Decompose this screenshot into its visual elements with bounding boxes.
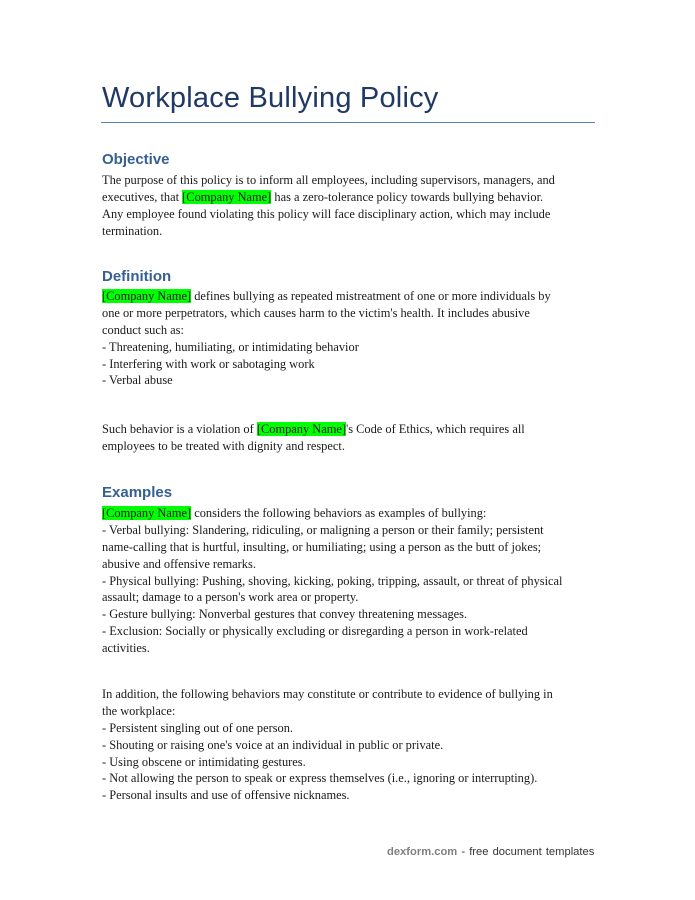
- footer-tagline: - free document templates: [457, 846, 595, 858]
- objective-line-4: termination.: [102, 223, 163, 238]
- definition-line-1: [102, 288, 597, 305]
- ethics-line-2: employees to be treated with dignity and respect.: [102, 438, 345, 453]
- list-item: - Verbal abuse: [102, 373, 173, 388]
- list-item: abusive and offensive remarks.: [102, 556, 256, 571]
- objective-paragraph: [102, 172, 597, 240]
- objective-heading: Objective: [102, 151, 170, 168]
- company-name-placeholder: [Company Name]: [256, 422, 346, 436]
- list-item: - Gesture bullying: Nonverbal gestures that convey threatening messages.: [102, 607, 468, 622]
- list-item: assault; damage to a person's work area or property.: [102, 590, 359, 605]
- company-name-placeholder: [Company Name]: [182, 189, 272, 204]
- company-name-placeholder: [Company Name]: [102, 289, 192, 303]
- definition-line-3: conduct such as:: [102, 322, 184, 337]
- list-item: - Threatening, humiliating, or intimidating behavior: [102, 339, 359, 354]
- examples-line-1: [102, 505, 597, 522]
- list-item: - Personal insults and use of offensive nicknames.: [102, 788, 350, 803]
- list-item: name-calling that is hurtful, insulting, or humiliating; using a person as the butt of jokes;: [102, 539, 542, 554]
- objective-line-1: The purpose of this policy is to inform all employees, including supervisors, managers, and: [102, 173, 555, 187]
- footer: [387, 846, 594, 858]
- definition-line-1-end: defines bullying as repeated mistreatment of one or more individuals by: [191, 289, 551, 303]
- list-item: the workplace:: [102, 703, 176, 718]
- examples-line-1-end: considers the following behaviors as examples of bullying:: [191, 506, 487, 520]
- examples-heading: Examples: [102, 484, 173, 501]
- list-item: - Exclusion: Socially or physically excluding or disregarding a person in work-related: [102, 624, 528, 639]
- list-item: - Persistent singling out of one person.: [102, 720, 294, 735]
- objective-line-2-end: has a zero-tolerance policy towards bullying behavior.: [271, 189, 544, 204]
- additional-behaviors-paragraph: [102, 686, 597, 804]
- list-item: - Using obscene or intimidating gestures.: [102, 754, 306, 769]
- company-name-placeholder: [Company Name]: [102, 506, 192, 520]
- list-item: - Shouting or raising one's voice at an individual in public or private.: [102, 737, 444, 752]
- objective-line-2-start: executives, that: [102, 189, 183, 204]
- page-title: Workplace Bullying Policy: [102, 82, 439, 114]
- list-item: activities.: [102, 641, 150, 656]
- examples-paragraph: [102, 505, 597, 657]
- definition-heading: Definition: [102, 268, 172, 285]
- list-item: - Not allowing the person to speak or express themselves (i.e., ignoring or interrupting).: [102, 771, 538, 786]
- objective-line-2: [102, 189, 597, 206]
- ethics-line-1: [102, 421, 597, 438]
- ethics-line-1-end: 's Code of Ethics, which requires all: [345, 422, 525, 436]
- list-item: - Interfering with work or sabotaging work: [102, 356, 315, 371]
- definition-line-2: one or more perpetrators, which causes harm to the victim's health. It includes abusive: [102, 305, 530, 320]
- ethics-paragraph: [102, 421, 597, 455]
- definition-paragraph: [102, 288, 597, 389]
- objective-line-3: Any employee found violating this policy will face disciplinary action, which may include: [102, 206, 551, 221]
- list-item: In addition, the following behaviors may constitute or contribute to evidence of bullying in: [102, 687, 553, 701]
- title-divider: [101, 122, 595, 123]
- ethics-line-1-start: Such behavior is a violation of: [102, 422, 257, 436]
- footer-site-link[interactable]: dexform.com: [387, 846, 458, 858]
- list-item: - Verbal bullying: Slandering, ridiculing, or maligning a person or their family; persistent: [102, 522, 544, 537]
- list-item: - Physical bullying: Pushing, shoving, kicking, poking, tripping, assault, or threat of physical: [102, 573, 563, 588]
